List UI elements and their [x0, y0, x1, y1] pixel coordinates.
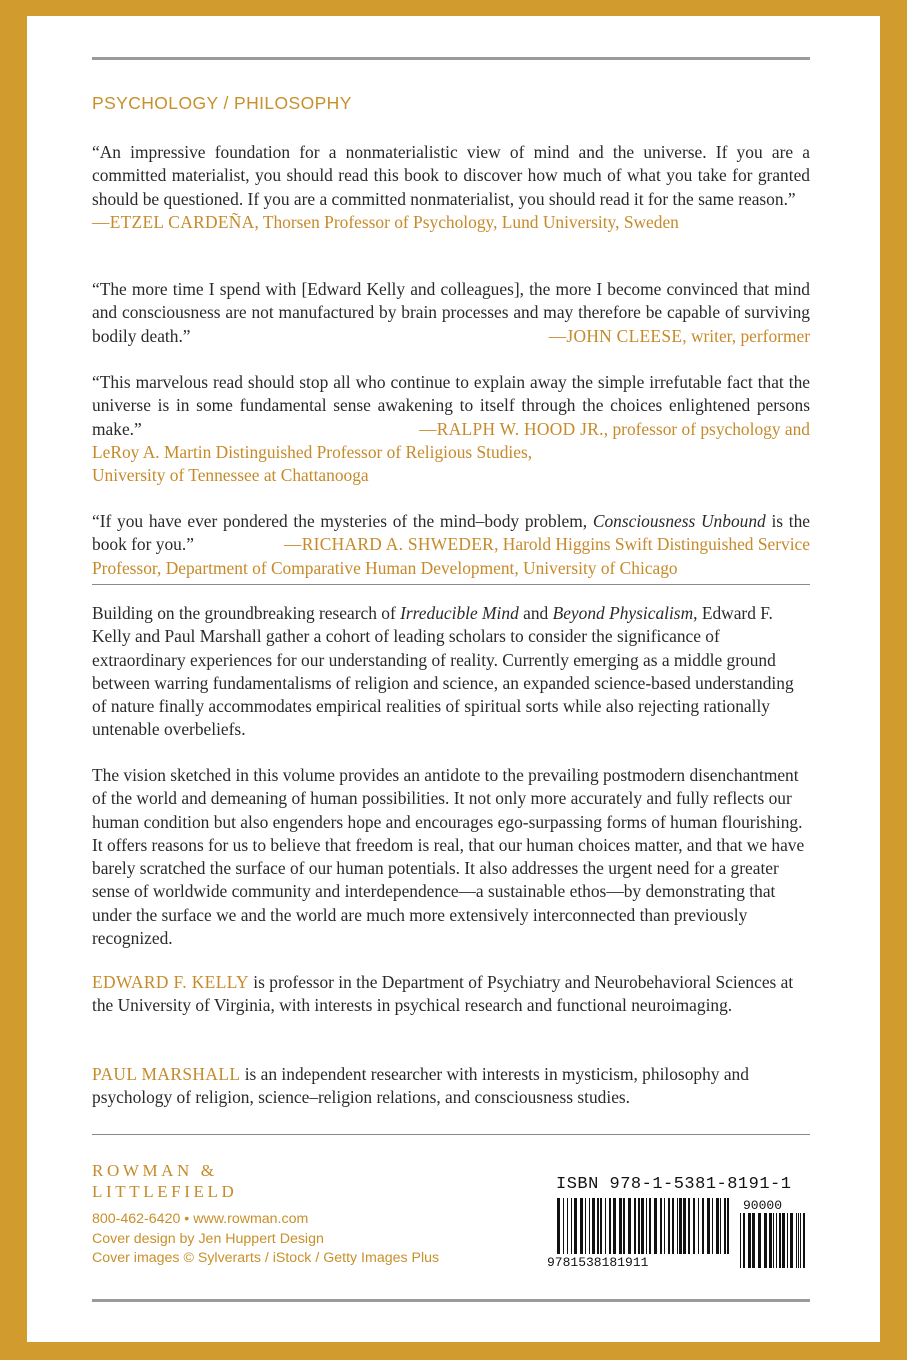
attribution-name: —ETZEL CARDEÑA: [92, 211, 255, 232]
bottom-rule: [92, 1299, 810, 1302]
barcode-bar: [574, 1198, 577, 1254]
barcode-bar: [758, 1213, 761, 1268]
publisher-line1: ROWMAN &: [92, 1161, 218, 1180]
barcode-main-digits: 9781538181911: [547, 1255, 649, 1270]
book-title: Beyond Physicalism: [552, 603, 694, 623]
barcode-bar: [724, 1198, 726, 1254]
author-bio: is professor in the Department of Psychiatry and Neurobehavioral Sciences at the University of Virginia, with interests in psychical research and functional neuroimaging.: [92, 972, 794, 1016]
barcode-bar: [571, 1198, 572, 1254]
barcode-bar: [592, 1198, 595, 1254]
barcode-bar: [748, 1213, 751, 1268]
main-barcode-bars: [557, 1198, 729, 1254]
top-rule: [92, 57, 810, 60]
barcode-bar: [702, 1198, 704, 1254]
barcode-bar: [752, 1213, 755, 1268]
author-bio-kelly: [92, 971, 810, 1018]
attribution-title: , writer, performer: [682, 325, 810, 346]
barcode-bar: [613, 1198, 616, 1254]
barcode-bar: [668, 1198, 670, 1254]
barcode-bar: [585, 1198, 586, 1254]
barcode-bar: [677, 1198, 678, 1254]
barcode-bar: [609, 1198, 611, 1254]
barcode-bar: [790, 1213, 793, 1268]
barcode-bar: [769, 1213, 772, 1268]
barcode-bar: [764, 1213, 767, 1268]
blurb-quote-start: “If you have ever pondered the mysteries of the mind–body problem,: [92, 511, 593, 531]
barcode-bar: [779, 1213, 781, 1268]
publisher-logo: [92, 1160, 237, 1202]
isbn-label: ISBN 978-1-5381-8191-1: [556, 1175, 792, 1194]
blurb-quote: “This marvelous read should stop all who continue to explain away the simple irrefutable fact that the universe is in some fundamental sense awakening to itself through the choices enlightened persons make.”: [92, 372, 810, 439]
blurb-attribution: [419, 418, 810, 441]
attribution-title: , professor of psychology and: [603, 418, 810, 439]
barcode-bar: [557, 1198, 560, 1254]
attribution-name: —JOHN CLEESE: [548, 325, 683, 346]
desc-text: Building on the groundbreaking research of: [92, 603, 401, 623]
barcode-bar: [660, 1198, 662, 1254]
barcode-bar: [623, 1198, 625, 1254]
blurb-quote-end: is the book for you.”: [92, 511, 811, 555]
cover-images-credit: Cover images © Sylverarts / iStock / Getty Images Plus: [92, 1250, 440, 1266]
blurb-attribution: [284, 533, 810, 556]
barcode-bar: [641, 1198, 644, 1254]
description-paragraph-2: The vision sketched in this volume provides an antidote to the prevailing postmodern disenchantment of the world and demeaning of human possibilities. It not only more accurately and fully reflects our human condition but also engenders hope and encourages ego-surpassing forms of human flourishing. It offers reasons for us to believe that freedom is real, that our human choices matter, and that we have barely scratched the surface of our human potentials. It also addresses the urgent need for a greater sense of worldwide community and interdependence—a sustainable ethos—by demonstrating that under the surface we and the world are much more extensively interconnected than previously recognized.: [92, 765, 805, 949]
barcode-bar: [638, 1198, 640, 1254]
cover-design-credit: Cover design by Jen Huppert Design: [92, 1230, 324, 1247]
attribution-title-line2: Professor, Department of Comparative Human Development, University of Chicago: [92, 557, 678, 578]
barcode-bar: [646, 1198, 647, 1254]
barcode-addon-digits: 90000: [743, 1198, 783, 1213]
barcode-bar: [800, 1213, 801, 1268]
isbn-barcode: [545, 1196, 810, 1270]
barcode-bar: [782, 1213, 785, 1268]
barcode-bar: [563, 1198, 564, 1254]
attribution-name: —RALPH W. HOOD JR.: [419, 418, 604, 439]
barcode-bar: [679, 1198, 682, 1254]
blurb-cardena: [92, 141, 810, 234]
blurb-hood: [92, 371, 810, 487]
author-name: PAUL MARSHALL: [92, 1064, 241, 1084]
contact-info: [92, 1210, 439, 1269]
barcode-bar: [654, 1198, 657, 1254]
barcode-bar: [567, 1198, 568, 1254]
barcode-bar: [776, 1213, 777, 1268]
barcode-bar: [628, 1198, 631, 1254]
barcode-bar: [773, 1213, 774, 1268]
author-bio: is an independent researcher with interests in mysticism, philosophy and psychology of religion, science–religion relations, and consciousness studies.: [92, 1064, 749, 1108]
category-label: PSYCHOLOGY / PHILOSOPHY: [92, 93, 352, 113]
barcode-bar: [589, 1198, 590, 1254]
barcode-bar: [720, 1198, 721, 1254]
blurb-attribution: [549, 325, 810, 348]
barcode-bar: [707, 1198, 710, 1254]
barcode-bar: [597, 1198, 599, 1254]
addon-barcode-bars: [740, 1213, 805, 1268]
barcode-bar: [605, 1198, 606, 1254]
blurb-shweder: [92, 510, 810, 580]
blurb-cleese: [92, 278, 810, 348]
barcode-bar: [683, 1198, 686, 1254]
attribution-name: —RICHARD A. SHWEDER: [284, 534, 495, 555]
author-name: EDWARD F. KELLY: [92, 972, 249, 992]
lower-rule: [92, 1134, 810, 1135]
barcode-bar: [672, 1198, 674, 1254]
barcode-bar: [600, 1198, 602, 1254]
barcode-bar: [740, 1213, 741, 1268]
barcode-bar: [798, 1213, 799, 1268]
blurb-quote: “The more time I spend with [Edward Kelly and colleagues], the more I become convinced that mind and consciousness are not manufactured by brain processes and may therefore be capable of surviving bodily death.”: [92, 279, 810, 346]
barcode-bar: [580, 1198, 583, 1254]
blurb-book-title: Consciousness Unbound: [592, 511, 766, 531]
barcode-bar: [649, 1198, 651, 1254]
publisher-line2: LITTLEFIELD: [92, 1182, 238, 1201]
barcode-bar: [803, 1213, 805, 1268]
barcode-bar: [743, 1213, 745, 1268]
desc-text: and: [518, 603, 553, 623]
barcode-bar: [712, 1198, 713, 1254]
attribution-title-line2: LeRoy A. Martin Distinguished Professor of Religious Studies,: [92, 441, 533, 462]
barcode-bar: [619, 1198, 622, 1254]
barcode-bar: [693, 1198, 695, 1254]
description-paragraph-1: [92, 602, 810, 742]
barcode-bar: [698, 1198, 699, 1254]
barcode-bar: [634, 1198, 636, 1254]
barcode-bar: [787, 1213, 788, 1268]
barcode-bar: [796, 1213, 797, 1268]
desc-text: , Edward F. Kelly and Paul Marshall gather a cohort of leading scholars to consider the significance of extraordinary experiences for our understanding of reality. Currently emerging as a middle ground between warring fundamentalisms of religion and science, an expanded science-based understanding of nature finally accommodates empirical realities of spiritual sorts while also rejecting rationally untenable overbeliefs.: [92, 603, 794, 740]
author-bio-marshall: [92, 1063, 810, 1110]
barcode-bar: [716, 1198, 719, 1254]
barcode-bar: [727, 1198, 729, 1254]
attribution-title: , Thorsen Professor of Psychology, Lund University, Sweden: [254, 211, 679, 232]
phone-website: 800-462-6420 • www.rowman.com: [92, 1211, 309, 1227]
attribution-title-line3: University of Tennessee at Chattanooga: [92, 465, 369, 486]
attribution-title: , Harold Higgins Swift Distinguished Service: [494, 534, 810, 555]
barcode-bar: [688, 1198, 690, 1254]
barcode-bar: [664, 1198, 665, 1254]
blurb-quote: “An impressive foundation for a nonmaterialistic view of mind and the universe. If you are a committed materialist, you should read this book to discover how much of what you take for granted should be questioned. If you are a committed nonmaterialist, you should read it for the same reason.”: [92, 142, 810, 209]
blurb-attribution: [92, 211, 810, 234]
book-title: Irreducible Mind: [400, 603, 519, 623]
middle-rule: [92, 584, 810, 585]
